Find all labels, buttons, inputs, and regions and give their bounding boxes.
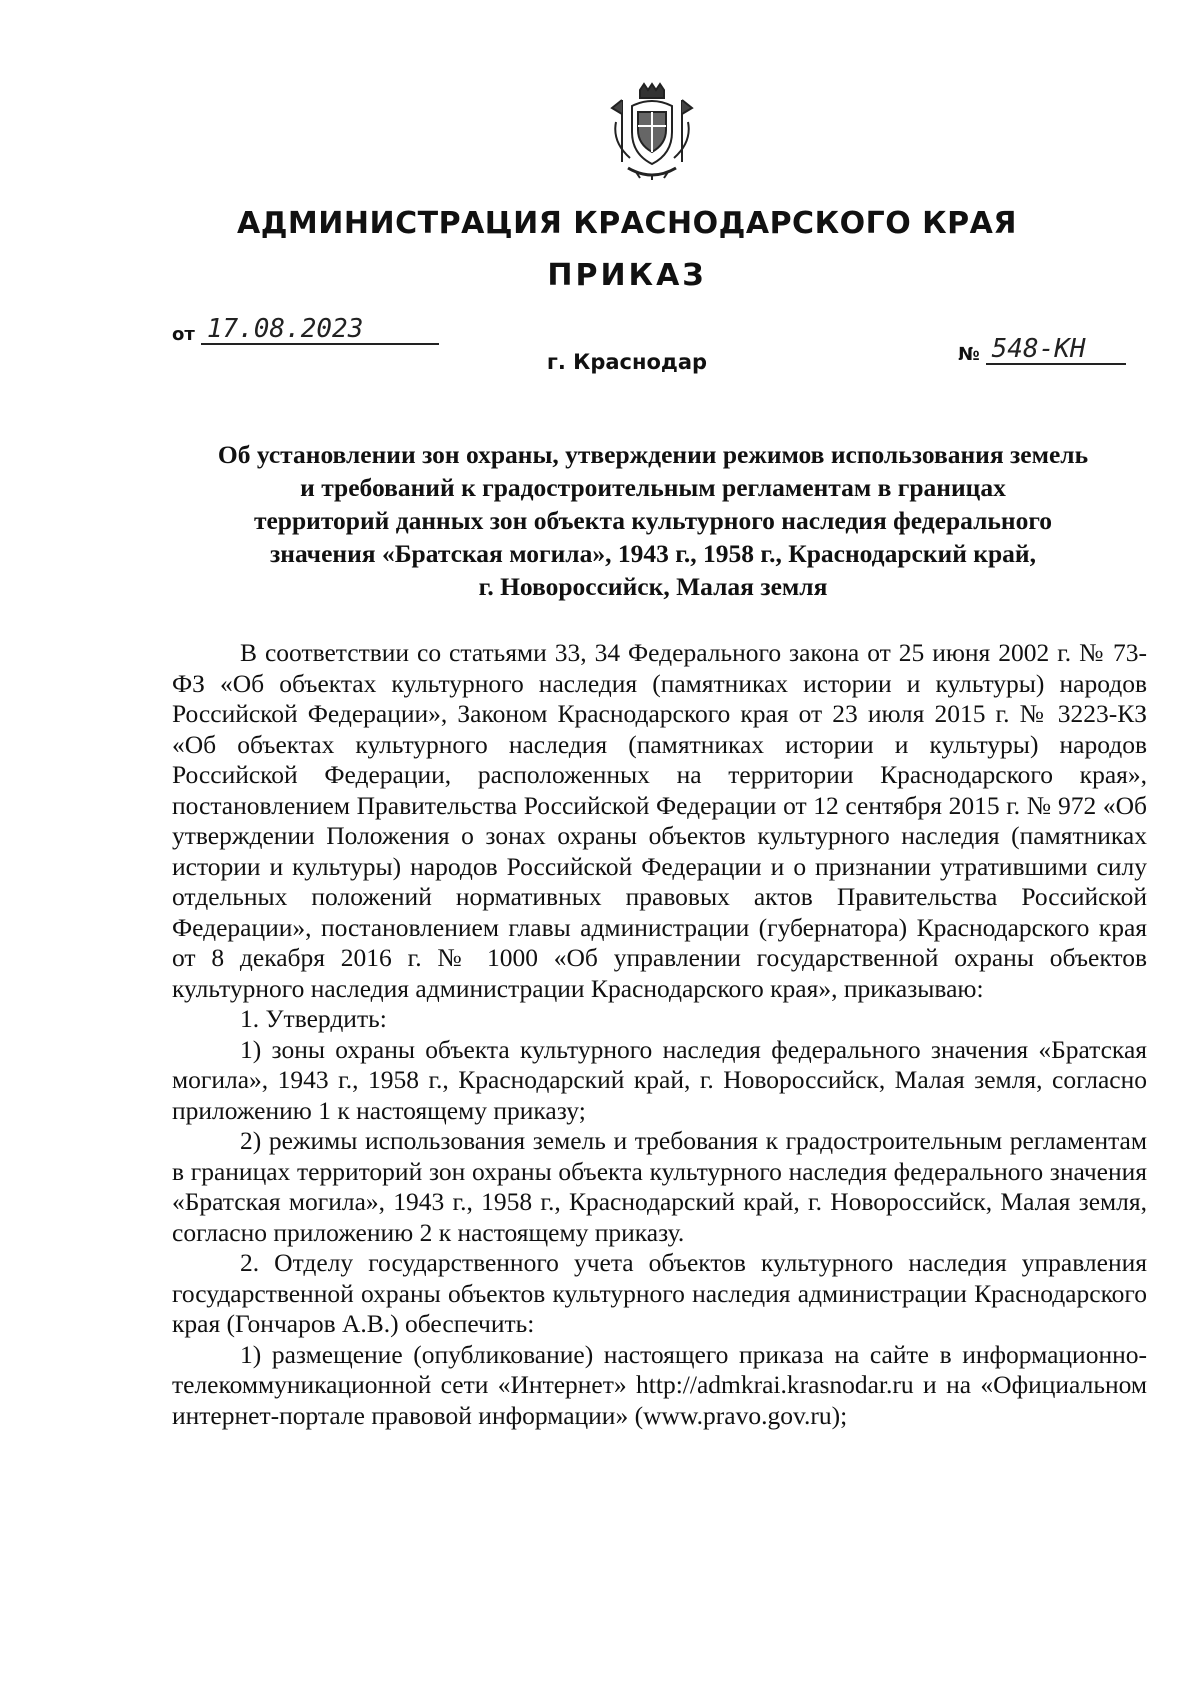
handwritten-date: 17.08.2023 xyxy=(201,315,439,345)
item-1-1: 1) зоны охраны объекта культурного наследия федерального значения «Братская могила», 1943 г., 1958 г., Краснодарский край, г. Новороссийск, Малая земля, согласно приложению 1 к настоящему приказу; xyxy=(172,1034,1147,1125)
organization-name: АДМИНИСТРАЦИЯ КРАСНОДАРСКОГО КРАЯ xyxy=(237,206,1017,241)
item-2: 2. Отделу государственного учета объектов культурного наследия управления государственной охраны объектов культурного наследия администрации Краснодарского края (Гончаров А.В.) обеспечить: xyxy=(172,1248,1147,1338)
document-title xyxy=(160,438,1146,603)
title-line: г. Новороссийск, Малая земля xyxy=(478,572,828,601)
city-name: г. Краснодар xyxy=(546,350,708,374)
handwritten-number: 548-КН xyxy=(986,335,1126,365)
date-field xyxy=(172,315,439,345)
document-body xyxy=(172,638,1147,1431)
item-1: 1. Утвердить: xyxy=(240,1004,387,1033)
date-label: от xyxy=(172,324,195,345)
title-line: Об установлении зон охраны, утверждении режимов использования земель xyxy=(217,440,1089,469)
preamble-paragraph: В соответствии со статьями 33, 34 Федерального закона от 25 июня 2002 г. № 73-ФЗ «Об объектах культурного наследия (памятниках истории и культуры) народов Российской Федерации», Законом Краснодарского края от 23 июля 2015 г. № 3223-КЗ «Об объектах культурного наследия (памятниках истории и культуры) народов Российской Федерации, расположенных на территории Краснодарского края», постановлением Правительства Российской Федерации от 12 сентября 2015 г. № 972 «Об утверждении Положения о зонах охраны объектов культурного наследия (памятниках истории и культуры) народов Российской Федерации и о признании утратившими силу отдельных положений нормативных правовых актов Правительства Российской Федерации», постановлением главы администрации (губернатора) Краснодарского края от 8 декабря 2016 г. № 1000 «Об управлении государственной охраны объектов культурного наследия администрации Краснодарского края», приказываю: xyxy=(172,638,1147,1003)
item-2-1: 1) размещение (опубликование) настоящего приказа на сайте в информационно-телекоммуникационной сети «Интернет» http://admkrai.krasnodar.ru и на «Официальном интернет-портале правовой информации» (www.pravo.gov.ru); xyxy=(172,1339,1147,1430)
title-line: значения «Братская могила», 1943 г., 1958 г., Краснодарский край, xyxy=(270,539,1036,568)
title-line: и требований к градостроительным регламентам в границах xyxy=(300,473,1006,502)
number-label: № xyxy=(958,344,980,365)
krasnodar-coat-of-arms-icon xyxy=(610,82,694,182)
title-line: территорий данных зон объекта культурного наследия федерального xyxy=(253,506,1053,535)
item-1-2: 2) режимы использования земель и требования к градостроительным регламентам в границах территорий зон охраны объекта культурного наследия федерального значения «Братская могила», 1943 г., 1958 г., Краснодарский край, г. Новороссийск, Малая земля, согласно приложению 2 к настоящему приказу. xyxy=(172,1126,1147,1247)
document-type: ПРИКАЗ xyxy=(547,258,707,293)
